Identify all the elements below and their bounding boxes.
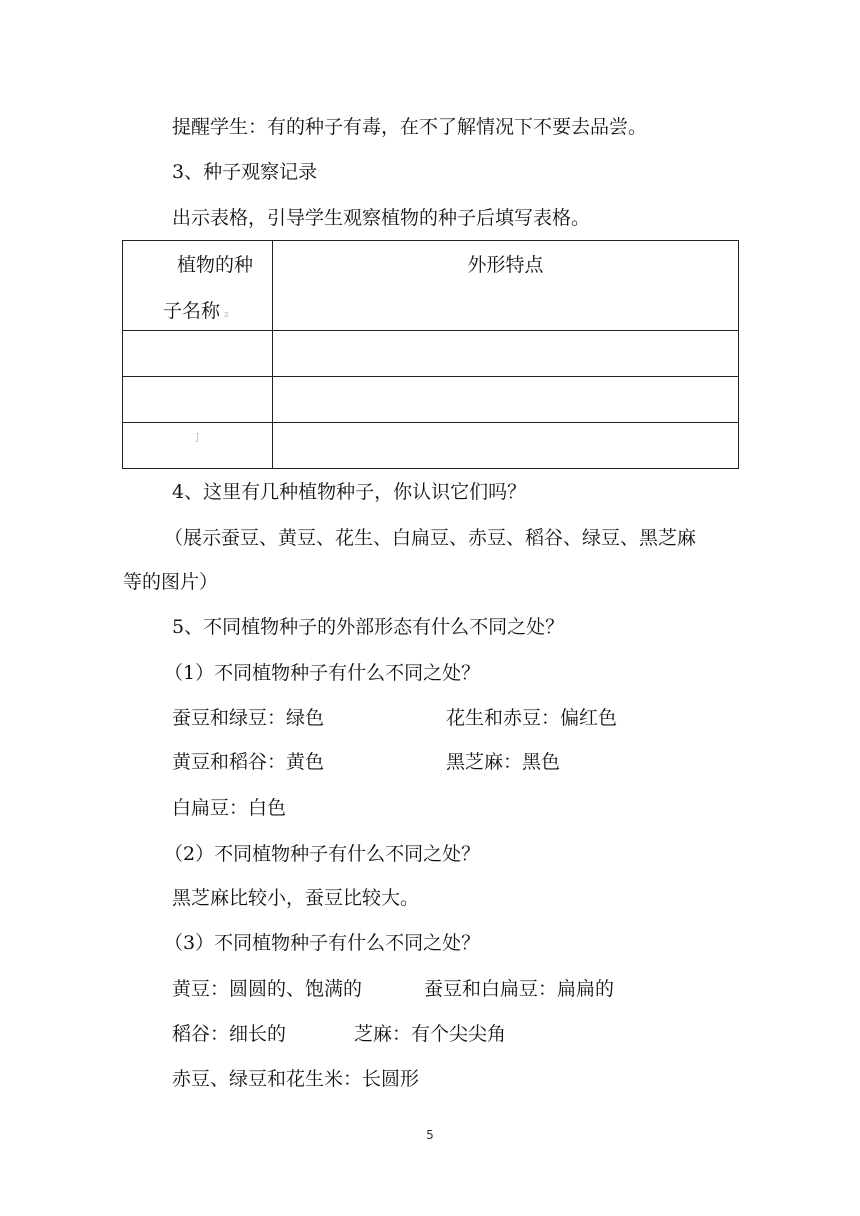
table-row [123, 423, 739, 469]
section-4-show-line1: （展示蚕豆、黄豆、花生、白扁豆、赤豆、稻谷、绿豆、黑芝麻 [164, 527, 697, 549]
section-3-intro: 出示表格，引导学生观察植物的种子后填写表格。 [172, 207, 591, 229]
table-header-row [123, 241, 739, 331]
section-4-title: 4、这里有几种植物种子，你认识它们吗？ [172, 481, 527, 503]
color-white: 白扁豆：白色 [172, 797, 287, 819]
shape-flat: 蚕豆和白扁豆：扁扁的 [424, 978, 615, 1000]
section-4-show-line2: 等的图片） [123, 571, 219, 593]
color-green: 蚕豆和绿豆：绿色 [172, 707, 325, 729]
page-number: 5 [426, 1128, 434, 1142]
header-stray-mark: z [224, 310, 229, 320]
question-2: （2）不同植物种子有什么不同之处？ [164, 843, 481, 865]
header-seed-name-text: 子名称 [163, 300, 221, 322]
table-cell-empty [273, 331, 739, 377]
table-cell-empty [123, 377, 273, 423]
table-cell-empty [273, 423, 739, 469]
header-seed-name-cell [123, 241, 273, 331]
color-red: 花生和赤豆：偏红色 [446, 707, 618, 729]
section-5-title: 5、不同植物种子的外部形态有什么不同之处？ [172, 616, 565, 638]
shape-long: 稻谷：细长的 [172, 1023, 287, 1045]
size-answer: 黑芝麻比较小，蚕豆比较大。 [172, 887, 420, 909]
row-stray-mark: J [195, 433, 200, 443]
table-cell-empty [123, 423, 273, 469]
table-cell-empty [273, 377, 739, 423]
section-3-title: 3、种子观察记录 [172, 161, 318, 183]
table-cell-empty [123, 331, 273, 377]
header-seed-name-line1: 植物的种 [177, 254, 254, 276]
table-row [123, 377, 739, 423]
question-1: （1）不同植物种子有什么不同之处？ [164, 662, 481, 684]
color-black: 黑芝麻：黑色 [446, 751, 561, 773]
shape-horn: 芝麻：有个尖尖角 [354, 1023, 507, 1045]
table-row [123, 331, 739, 377]
header-seed-name-line2 [123, 277, 272, 327]
header-appearance-label: 外形特点 [467, 254, 544, 276]
shape-oval: 赤豆、绿豆和花生米：长圆形 [172, 1068, 420, 1090]
header-appearance-cell [273, 241, 739, 331]
shape-round: 黄豆：圆圆的、饱满的 [172, 978, 363, 1000]
color-yellow: 黄豆和稻谷：黄色 [172, 751, 325, 773]
reminder-paragraph: 提醒学生：有的种子有毒，在不了解情况下不要去品尝。 [172, 116, 648, 138]
seed-observation-table [122, 240, 739, 469]
question-3: （3）不同植物种子有什么不同之处？ [164, 932, 481, 954]
